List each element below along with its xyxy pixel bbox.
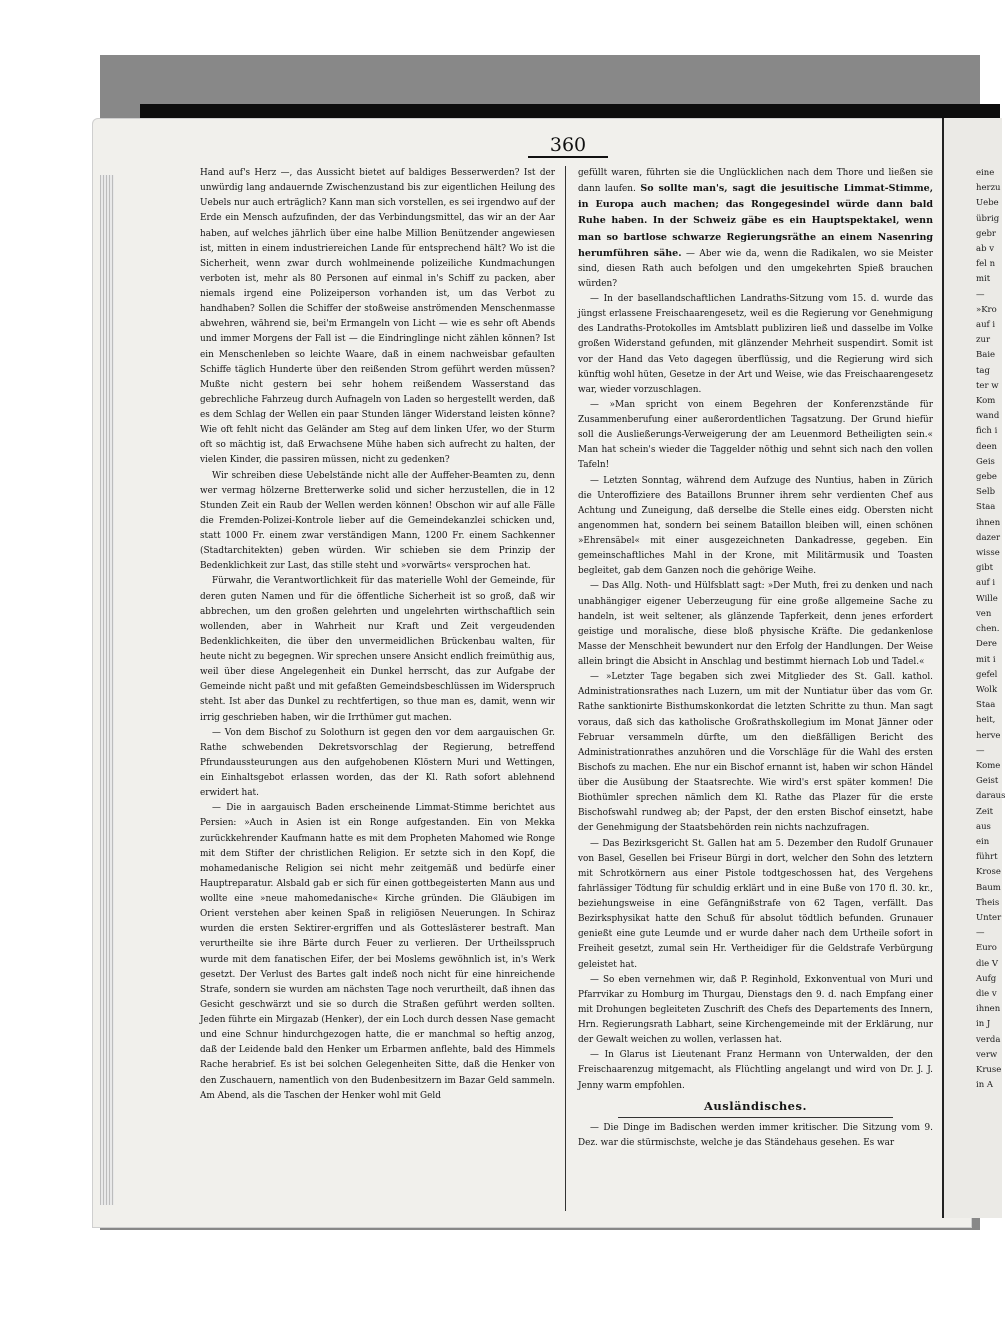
- news-item: — Das Bezirksgericht St. Gallen hat am 5. Dezember den Rudolf Grunauer von Basel, Gesellen bei Friseur Bürgi in dort, welcher den Sohn des letztern mit Schrotkörnern aus einer Pistole todtgeschossen hat, des Vergehens fahrlässiger Tödtung für schuldig erklärt und in eine Buße von 170 fl. 30. kr., beziehungsweise in eine Gefängnißstrafe von 62 Tagen, verfällt. Das Bezirksphysikat hatte den Schuß für absolut tödtlich befunden. Grunauer genießt eine gute Leumde und er wurde daher nach dem Urtheile sofort in Freiheit gesetzt, zumal sein Hr. Vertheidiger für die Geldstrafe Verbürgung geleistet hat.: [578, 838, 933, 970]
- section-heading: Ausländisches.: [704, 1098, 807, 1113]
- adjacent-page-line: führt: [976, 852, 998, 863]
- adjacent-page-line: fich i: [976, 426, 998, 437]
- adjacent-page-line: Wille: [976, 593, 998, 604]
- adjacent-page-line: Baum: [976, 882, 1001, 893]
- adjacent-page-line: ter w: [976, 380, 999, 391]
- news-item-continued: [578, 166, 933, 292]
- adjacent-page-line: Baie: [976, 350, 996, 361]
- article-paragraph: Fürwahr, die Verantwortlichkeit für das materielle Wohl der Gemeinde, für deren guten Namen und für die öffentliche Sicherheit ist so groß, daß wir abbrechen, um den großen gelehrten und ungelehrten wirthschaftlich sein wollenden, aber in Wahrheit nur Kraft und Zeit vergeudenden Bedenklichkeiten, die über den unvermeidlichen Brückenbau walten, für heute nicht zu begegnen. Wir sprechen unsere Ansicht endlich freimüthig aus, weil über diese Angelegenheit ein Dunkel herrscht, das zur Aufgabe der Gemeinde nicht paßt und mit gefaßten Gemeindsbeschlüssen im Widerspruch steht. Ist aber das Dunkel zu rechtfertigen, so thue man es, damit, wenn wir irrig geschrieben haben, wir die Irrthümer gut machen.: [200, 576, 555, 723]
- adjacent-page-line: »Kro: [976, 304, 997, 315]
- adjacent-page-line: mit: [976, 274, 991, 285]
- adjacent-page-line: zur: [976, 335, 991, 346]
- adjacent-page-line: Dere: [976, 639, 997, 650]
- news-item: — So eben vernehmen wir, daß P. Reginhold, Exkonventual von Muri und Pfarrvikar zu Homburg im Thurgau, Dienstags den 9. d. nach Empfang einer mit Drohungen begleiteten Zuschrift des Chefs des Departements des Innern, Hrn. Regierungsrath Labhart, seine Kirchengemeinde mit der Erklärung, nur der Gewalt weichen zu wollen, verlassen hat.: [578, 974, 933, 1046]
- page-number-rule: [528, 156, 608, 158]
- adjacent-page-line: Kruse: [976, 1064, 1002, 1075]
- continued-text-end: — Aber wie da, wenn die Radikalen, wo sie Meister sind, diesen Rath auch befolgen und den umgekehrten Spieß brauchen würden?: [578, 248, 933, 289]
- adjacent-page-line: Uebe: [976, 198, 999, 209]
- news-item: — »Letzter Tage begaben sich zwei Mitglieder des St. Gall. kathol. Administrationsrathes nach Luzern, um mit der Nuntiatur über das vom Gr. Rathe sanktionirte Bisthumskonkordat die letzten Schritte zu thun. Man sagt voraus, daß sich das katholische Großrathskollegium im Monat Jänner oder Februar versammeln dürfte, um den dießfälligen Bericht des Administrationrathes anzuhören und die Vorschläge für die Wahl des ersten Bischofs zu machen. Ehe nur ein Bischof ernannt ist, haben wir schon Händel über die Ausübung der Staatsrechte. Wie wird's erst später kommen! Die Biothümler sprechen nämlich dem Kl. Rathe das Plazer für die erste Bischofswahl rundweg ab; der Papst, der den ersten Bischof einsetzt, habe der Genehmigung der Staatsbehörden rein nichts nachzufragen.: [578, 672, 933, 834]
- continued-text: gefüllt waren, führten sie die Unglücklichen nach dem Thore und ließen sie dann laufen.: [578, 168, 933, 195]
- adjacent-page-line: gefel: [976, 669, 998, 680]
- emphasized-quote: So sollte man's, sagt die jesuitische Limmat-Stimme, in Europa auch machen; das Rongegesindel würde dann bald Ruhe haben. In der Schweiz gäbe es ein Hauptspektakel, wenn man so bartlose schwarze Regierungsräthe an einem Nasenring herumführen sähe.: [578, 183, 934, 259]
- adjacent-page-line: Kome: [976, 760, 1001, 771]
- adjacent-page-line: ihnen: [976, 1004, 1001, 1015]
- adjacent-page-line: eine: [976, 168, 995, 178]
- news-item: — Das Allg. Noth- und Hülfsblatt sagt: »Der Muth, frei zu denken und nach unabhängiger eigener Ueberzeugung für eine große allgemeine Sache zu handeln, ist weit seltener, als glänzende Tapferkeit, denn jenes erfordert geistige und moralische, diese bloß physische Kräfte. Die gedankenlose Masse der Menschheit bewundert nur den Erfolg der Handlungen. Der Weise allein bringt die Absicht in Anschlag und bestimmt hiernach Lob und Tadel.«: [578, 581, 933, 667]
- adjacent-page-line: Staa: [976, 502, 996, 513]
- adjacent-page-line: in A: [976, 1080, 994, 1091]
- adjacent-page-line: Zeit: [976, 806, 994, 817]
- adjacent-page-line: verw: [976, 1049, 998, 1060]
- adjacent-page-line: tag: [976, 365, 990, 376]
- adjacent-page-line: auf i: [976, 578, 996, 589]
- adjacent-page-line: Kom: [976, 396, 996, 407]
- adjacent-page-line: —: [976, 928, 985, 939]
- adjacent-page-line: heit,: [976, 715, 996, 726]
- page-edge-stack: [100, 175, 114, 1205]
- adjacent-page-line: Geist: [976, 776, 999, 787]
- adjacent-page-line: Unter: [976, 912, 1002, 923]
- adjacent-page-line: gebe: [976, 472, 997, 483]
- adjacent-page-line: gebr: [976, 228, 996, 239]
- adjacent-page-fragment: [942, 118, 1005, 1218]
- news-item: — In Glarus ist Lieutenant Franz Hermann von Unterwalden, der den Freischaarenzug mitgemacht, als Flüchtling angelangt und wird von Dr. J. J. Jenny warm empfohlen.: [578, 1050, 933, 1091]
- adjacent-page-line: auf i: [976, 320, 996, 331]
- right-column: [578, 166, 933, 1151]
- adjacent-page-line: Theis: [976, 897, 1000, 908]
- left-column: [200, 166, 555, 1104]
- adjacent-page-line: —: [976, 745, 985, 756]
- adjacent-page-line: chen.: [976, 624, 1000, 635]
- adjacent-page-line: herve: [976, 730, 1001, 741]
- adjacent-page-line: verda: [976, 1034, 1001, 1045]
- adjacent-page-line: Geis: [976, 456, 995, 467]
- news-item: — Von dem Bischof zu Solothurn ist gegen den vor dem aargauischen Gr. Rathe schwebenden Dekretsvorschlag der Regierung, betreffend Pfrundaussteurungen aus den aufgehobenen Klöstern Muri und Wettingen, ein Einhaltsgebot erlassen worden, das der Kl. Rath sofort ablehnend erwidert hat.: [200, 727, 555, 799]
- page-number: 360: [549, 134, 587, 156]
- adjacent-page-line: daraus: [976, 791, 1005, 802]
- adjacent-page-line: in J: [976, 1019, 991, 1030]
- adjacent-page-line: übrig: [976, 213, 1000, 224]
- column-divider: [565, 166, 566, 1211]
- adjacent-page-line: Aufg: [976, 973, 997, 984]
- adjacent-page-line: Selb: [976, 487, 996, 498]
- adjacent-page-line: wisse: [976, 548, 1000, 559]
- section-rule: [618, 1117, 893, 1118]
- news-item: — »Man spricht von einem Begehren der Konferenzstände für Zusammenberufung einer außerordentlichen Tagsatzung. Der Grund hiefür soll die Ausließerungs-Verweigerung der am Leuenmord Betheiligten sein.« Man hat schein's wieder die Taggelder nöthig und sehnt sich nach den vollen Tafeln!: [578, 399, 933, 471]
- adjacent-page-line: Krose: [976, 867, 1001, 878]
- adjacent-page-line: herzu: [976, 183, 1001, 194]
- adjacent-page-line: wand: [976, 411, 1000, 422]
- adjacent-page-line: Euro: [976, 943, 997, 954]
- adjacent-page-line: —: [976, 289, 985, 300]
- adjacent-page-line: dazer: [976, 532, 1001, 543]
- adjacent-page-line: aus: [976, 821, 991, 832]
- article-paragraph: Hand auf's Herz —, das Aussicht bietet auf baldiges Besserwerden? Ist der unwürdig lang andauernde Zwischenzustand bis zur eigentlichen Heilung des Uebels nur auch erträglich? Kann man sich vorstellen, es sei irgendwo auf der Erde ein Mensch aufzufinden, der das Verbindungsmittel, das wir an der Aar haben, auf welches jährlich über eine halbe Million Benützender angewiesen ist, mitten in einem industriereichen Lande für entsprechend hält? Wo ist die Sicherheit, wenn zwar durch wohlmeinende polizeiliche Kundmachungen verboten ist, mehr als 80 Personen auf einmal in's Schiff zu packen, aber niemals irgend eine Polizeiperson vorhanden ist, um das Verbot zu handhaben? Sollen die Schiffer der stoßweise anströmenden Menschenmasse abwehren, während sie, bei'm Ermangeln von Licht — wie es sehr oft Abends und immer Morgens der Fall ist — die Eindringlinge nicht zählen können? Ist ein Menschenleben so leichte Waare, daß in einem nachweisbar gefaulten Schiffe täglich Hunderte über den reißenden Strom geführt werden müssen? Mußte nicht gestern bei sehr hohem reißendem Wasserstand das gebrechliche Fahrzeug durch Aufnageln von Laden so hergestellt werden, daß es dem Schlag der Wellen ein paar Stunden länger Widerstand leisten könne? Wie oft fehlt nicht das Geländer am Steg auf dem linken Ufer, wo der Sturm oft so mächtig ist, daß Erwachsene Mühe haben sich aufrecht zu halten, der vielen Kinder, die passiren müssen, nicht zu gedenken?: [200, 168, 555, 466]
- adjacent-page-line: die V: [976, 958, 999, 969]
- news-item: — Letzten Sonntag, während dem Aufzuge des Nuntius, haben in Zürich die Unteroffiziere des Bataillons Brunner ihrem sehr verdienten Chef aus Achtung und Zuneigung, daß derselbe die Stelle eines eidg. Obersten nicht angenommen hat, sondern bei seinem Bataillon bleiben will, einen schönen »Ehrensäbel« mit einer ausgezeichneten Dankadresse, gegeben. Ein gemeinschaftliches Mahl in der Krone, mit Militärmusik und Toasten begleitet, gab dem Ganzen noch die gehörige Weihe.: [578, 475, 933, 577]
- adjacent-page-line: deen: [976, 441, 997, 452]
- adjacent-page-line: Wolk: [976, 684, 998, 695]
- adjacent-page-line: ven: [976, 608, 992, 619]
- adjacent-page-line: ab v: [976, 244, 995, 255]
- adjacent-page-line: mit i: [976, 654, 996, 665]
- adjacent-page-line: fel n: [976, 259, 996, 270]
- news-item: — Die in aargauisch Baden erscheinende Limmat-Stimme berichtet aus Persien: »Auch in Asien ist ein Ronge aufgestanden. Ein von Mekka zurückkehrender Kaufmann hatte es mit dem Propheten Mahomed wie Ronge mit dem Stifter der christlichen Religion. Er setzte sich in den Kopf, die mohamedanische Religion sei nicht mehr zeitgemäß und bedürfe einer Hauptreparatur. Alsbald gab er sich für einen gottbegeisterten Mann aus und wollte eine »neue mahomedanische« Kirche gründen. Die Gläubigen im Orient verstehen aber keinen Spaß in religiösen Neuerungen. In Schiraz wurden die ersten Sektirer-ergriffen und als Gotteslästerer bestraft. Man verurtheilte sie ihre Bärte durch Feuer zu verlieren. Der Urtheilsspruch wurde mit dem fanatischen Eifer, der bei Moslems gewöhnlich ist, in's Werk gesetzt. Der Verlust des Bartes galt indeß noch nicht für eine hinreichende Strafe, sondern sie wurden am nächsten Tage noch verurtheilt, daß ihnen das Gesicht geschwärzt und sie so durch die Straßen geführt werden sollten. Jeden führte ein Mirgazab (Henker), der ein Loch durch dessen Nase gemacht und eine Schnur hindurchgezogen hatte, die er manchmal so heftig anzog, daß der Leidende bald den Henker um Erbarmen anflehte, bald des Himmels Rache herabrief. Es ist bei solchen Gelegenheiten Sitte, daß die Henker von den Zuschauern, namentlich von den Budenbesitzern im Bazar Geld sammeln. Am Abend, als die Taschen der Henker wohl mit Geld: [200, 803, 555, 1101]
- news-item: — In der basellandschaftlichen Landraths-Sitzung vom 15. d. wurde das jüngst erlassene Freischaarengesetz, weil es die Regierung vor Genehmigung des Landraths-Protokolles im Amtsblatt publiziren ließ und dasselbe im Volke großen Widerstand gefunden, mit glänzender Mehrheit suspendirt. Somit ist vor der Hand das Veto dagegen überflüssig, und die Regierung wird sich künftig wohl hüten, Gesetze in der Art und Weise, wie das Freischaarengesetz war, wieder vorzuschlagen.: [578, 294, 933, 395]
- news-item: — Die Dinge im Badischen werden immer kritischer. Die Sitzung vom 9. Dez. war die stürmischste, welche je das Ständehaus gesehen. Es war: [578, 1122, 933, 1148]
- adjacent-page-line: ein: [976, 836, 990, 847]
- adjacent-page-line: die v: [976, 988, 997, 999]
- adjacent-page-line: gibt: [976, 563, 994, 574]
- article-paragraph: Wir schreiben diese Uebelstände nicht alle der Auffeher-Beamten zu, denn wer vermag hölzerne Bretterwerke solid und sicher herzustellen, die in 12 Stunden Zeit ein Raub der Wellen werden können! Obschon wir auf alle Fälle die Fremden-Polizei-Kontrole lieber auf die Gemeindekanzlei schicken und, statt 1000 Fr. einem zwar verständigen Mann, 1200 Fr. einem Sachkenner (Stadtarchitekten) geben würden. Wir schieben sie dem Prinzip der Bedenklichkeit zur Last, das stille steht und »vorwärts« versprochen hat.: [200, 470, 555, 572]
- adjacent-page-line: ihnen: [976, 517, 1001, 528]
- adjacent-page-line: Staa: [976, 700, 996, 711]
